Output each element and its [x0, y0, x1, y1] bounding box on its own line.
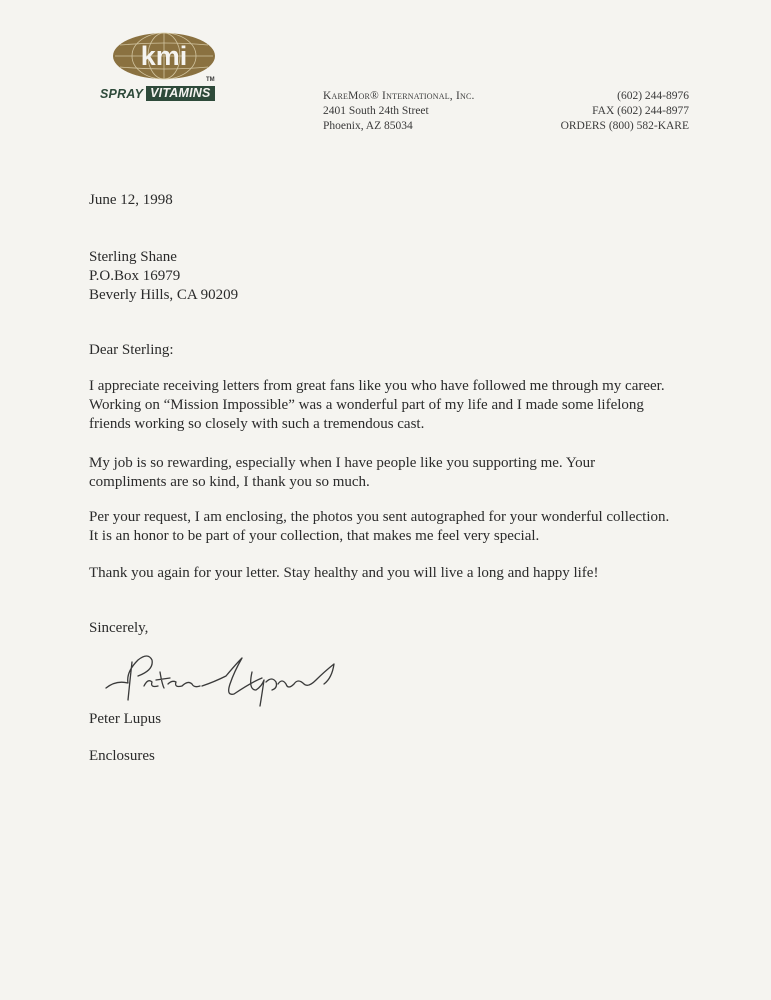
paragraph-line: friends working so closely with such a tremendous cast. — [89, 416, 425, 432]
paragraph-3 — [89, 508, 669, 546]
orders-number: ORDERS (800) 582-KARE — [560, 120, 689, 132]
kmi-logo — [100, 30, 245, 105]
paragraph-2 — [89, 454, 595, 492]
tagline-spray: SPRAY — [100, 86, 144, 101]
phone-number: (602) 244-8976 — [617, 90, 689, 102]
paragraph-line: Thank you again for your letter. Stay healthy and you will live a long and happy life! — [89, 565, 599, 581]
trademark-mark: TM — [206, 77, 215, 83]
closing: Sincerely, — [89, 620, 149, 636]
tagline — [100, 86, 215, 101]
recipient-city: Beverly Hills, CA 90209 — [89, 287, 239, 303]
company-street: 2401 South 24th Street — [323, 105, 429, 117]
paragraph-line: It is an honor to be part of your collection, that makes me feel very special. — [89, 528, 540, 544]
paragraph-line: My job is so rewarding, especially when I have people like you supporting me. Your — [89, 455, 596, 471]
company-name: KareMor® International, Inc. — [323, 90, 475, 102]
globe-logo-icon — [112, 32, 216, 80]
fax-number: FAX (602) 244-8977 — [592, 105, 689, 117]
paragraph-4 — [89, 564, 598, 583]
letter-date: June 12, 1998 — [89, 192, 173, 208]
company-address — [323, 89, 475, 134]
salutation: Dear Sterling: — [89, 342, 174, 358]
paragraph-line: compliments are so kind, I thank you so much. — [89, 474, 370, 490]
signer-name: Peter Lupus — [89, 711, 162, 727]
handwritten-signature — [102, 650, 352, 710]
tagline-vitamins: VITAMINS — [146, 86, 214, 101]
recipient-address — [89, 248, 238, 305]
company-contact — [561, 89, 689, 134]
paragraph-1 — [89, 377, 665, 434]
paragraph-line: I appreciate receiving letters from great fans like you who have followed me through my career. — [89, 378, 665, 394]
enclosures-note: Enclosures — [89, 748, 155, 764]
paragraph-line: Per your request, I am enclosing, the photos you sent autographed for your wonderful collection. — [89, 509, 670, 525]
svg-text:kmi: kmi — [140, 41, 188, 71]
paragraph-line: Working on “Mission Impossible” was a wonderful part of my life and I made some lifelong — [89, 397, 644, 413]
recipient-po-box: P.O.Box 16979 — [89, 268, 181, 284]
recipient-name: Sterling Shane — [89, 249, 177, 265]
company-city: Phoenix, AZ 85034 — [323, 120, 413, 132]
